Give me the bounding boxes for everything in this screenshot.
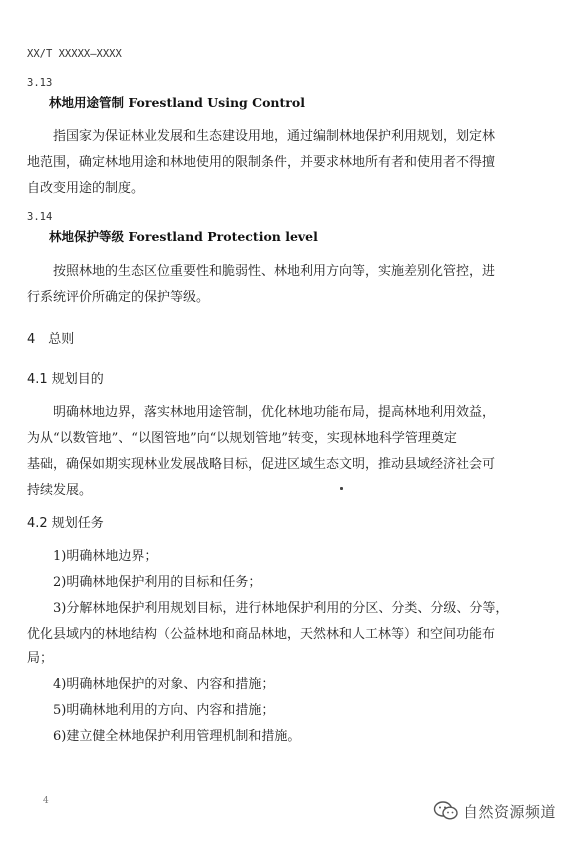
paragraph-line: 按照林地的生态区位重要性和脆弱性、林地利用方向等，实施差别化管控，进 <box>53 264 496 279</box>
chapter-heading-4: 4 总则 <box>27 332 75 347</box>
paragraph-line: 行系统评价所确定的保护等级。 <box>27 290 210 305</box>
term-heading-3-13: 林地用途管制 Forestland Using Control <box>49 95 305 110</box>
stray-mark <box>340 487 343 490</box>
channel-watermark <box>433 800 556 822</box>
section-heading-4-1: 4.1 规划目的 <box>27 372 104 387</box>
paragraph-line: 明确林地边界，落实林地用途管制，优化林地功能布局，提高林地利用效益， <box>53 405 496 420</box>
list-item-continuation: 局； <box>27 651 54 666</box>
list-item: 5)明确林地利用的方向、内容和措施； <box>53 703 275 718</box>
section-number-3-13: 3.13 <box>27 77 53 89</box>
list-item: 2)明确林地保护利用的目标和任务； <box>53 575 262 590</box>
paragraph-line: 地范围，确定林地用途和林地使用的限制条件，并要求林地所有者和使用者不得擅 <box>27 155 496 170</box>
watermark-text: 自然资源频道 <box>462 802 556 821</box>
section-number-3-14: 3.14 <box>27 211 53 223</box>
paragraph-line: 基础，确保如期实现林业发展战略目标，促进区域生态文明，推动县域经济社会可 <box>27 457 496 472</box>
paragraph-line: 为从“以数管地”、“以图管地”向“以规划管地”转变，实现林地科学管理奠定 <box>27 431 457 446</box>
paragraph-line: 指国家为保证林业发展和生态建设用地，通过编制林地保护利用规划，划定林 <box>53 129 496 144</box>
list-item: 6)建立健全林地保护利用管理机制和措施。 <box>53 729 301 744</box>
list-item: 1)明确林地边界； <box>53 549 158 564</box>
paragraph-line: 自改变用途的制度。 <box>27 181 145 196</box>
section-heading-4-2: 4.2 规划任务 <box>27 516 104 531</box>
list-item-continuation: 优化县域内的林地结构（公益林地和商品林地，天然林和人工林等）和空间功能布 <box>27 627 496 642</box>
page-number: 4 <box>43 796 49 806</box>
list-item: 3)分解林地保护利用规划目标，进行林地保护利用的分区、分类、分级、分等， <box>53 601 509 616</box>
document-code: XX/T XXXXX—XXXX <box>27 48 122 60</box>
term-heading-3-14: 林地保护等级 Forestland Protection level <box>49 229 318 244</box>
wechat-icon <box>433 800 459 822</box>
paragraph-line: 持续发展。 <box>27 483 93 498</box>
list-item: 4)明确林地保护的对象、内容和措施； <box>53 677 275 692</box>
